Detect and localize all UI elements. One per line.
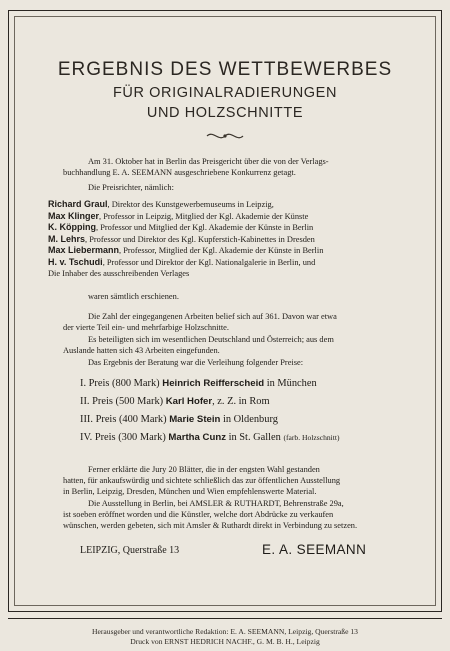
judge-desc: , Direktor des Kunstgewerbemuseums in Leipzig,: [107, 200, 274, 209]
prize-label: IV. Preis (300 Mark): [80, 432, 166, 443]
prize-label: II. Preis (500 Mark): [80, 396, 164, 407]
judge-desc: , Professor und Mitglied der Kgl. Akademie der Künste in Berlin: [96, 223, 314, 232]
closing-line-6: wünschen, werden gebeten, sich mit Amsler & Ruthardt direkt in Verbindung zu setzen.: [63, 521, 358, 530]
judge-name: H. v. Tschudi: [48, 256, 103, 267]
judges-tail: Die Inhaber des ausschreibenden Verlages: [48, 269, 190, 278]
prize-place: , z. Z. in Rom: [212, 396, 270, 407]
publisher-address: LEIPZIG, Querstraße 13: [80, 545, 180, 556]
prize-winner: Marie Stein: [169, 414, 221, 425]
closing-line-1: Ferner erklärte die Jury 20 Blätter, die in der engsten Wahl gestanden: [88, 465, 320, 474]
publisher-signature: E. A. SEEMANN: [262, 542, 367, 557]
prize-winner: Heinrich Reifferscheid: [162, 378, 265, 389]
closing-line-3: in Berlin, Leipzig, Dresden, München und Wien empfehlenswerte Material.: [63, 487, 317, 496]
judge-name: Max Klinger: [48, 210, 100, 221]
prize-place: in München: [266, 378, 317, 389]
prize-note: (farb. Holzschnitt): [283, 433, 340, 442]
judge-name: K. Köpping: [48, 222, 96, 232]
closing-line-2: hatten, für ankaufswürdig und sichtete schließlich das zur öffentlichen Ausstellung: [63, 476, 341, 485]
judge-1: [48, 199, 274, 210]
footer-line-2: Druck von ERNST HEDRICH NACHF., G. M. B. H., Leipzig: [130, 637, 320, 646]
all-present-line: waren sämtlich erschienen.: [88, 292, 179, 301]
prize-1: [80, 377, 317, 390]
closing-line-5: ist soeben eröffnet worden und die Künstler, welche dort Abdrücke zu verkaufen: [63, 510, 334, 519]
page-subtitle-2: UND HOLZSCHNITTE: [146, 105, 304, 121]
judge-desc: , Professor und Direktor des Kgl. Kupferstich-Kabinettes in Dresden: [85, 234, 315, 244]
page-subtitle-1: FÜR ORIGINALRADIERUNGEN: [112, 85, 338, 101]
prize-winner: Martha Cunz: [168, 432, 226, 443]
prize-4: [80, 431, 340, 444]
flourish-ornament-icon: [205, 129, 245, 143]
prize-winner: Karl Hofer: [165, 396, 213, 407]
result-lead: Das Ergebnis der Beratung war die Verleihung folgender Preise:: [88, 358, 304, 367]
judge-desc: , Professor und Direktor der Kgl. Nationalgalerie in Berlin, und: [102, 257, 316, 267]
judge-name: Richard Graul: [48, 199, 108, 209]
prize-3: [80, 413, 278, 426]
judge-desc: , Professor, Mitglied der Kgl. Akademie der Künste in Berlin: [119, 246, 324, 255]
prize-label: I. Preis (800 Mark): [80, 378, 160, 389]
judge-desc: , Professor in Leipzig, Mitglied der Kgl. Akademie der Künste: [99, 211, 309, 221]
prize-2: [80, 395, 270, 408]
prize-label: III. Preis (400 Mark): [80, 414, 167, 425]
count-line-2: der vierte Teil ein- und mehrfarbige Holzschnitte.: [63, 323, 229, 332]
intro-line-2: buchhandlung E. A. SEEMANN ausgeschriebene Konkurrenz getagt.: [63, 168, 296, 177]
judge-5: [48, 245, 323, 256]
prize-place: in Oldenburg: [222, 414, 278, 425]
judge-6: [48, 257, 315, 268]
closing-line-4: Die Ausstellung in Berlin, bei AMSLER & RUTHARDT, Behrenstraße 29a,: [88, 499, 344, 508]
judge-name: Max Liebermann: [48, 245, 120, 255]
count-line-1: Die Zahl der eingegangenen Arbeiten belief sich auf 361. Davon war etwa: [88, 312, 337, 321]
footer-line-1: Herausgeber und verantwortliche Redaktion: E. A. SEEMANN, Leipzig, Querstraße 13: [92, 627, 358, 636]
judge-4: [48, 234, 315, 245]
judge-2: [48, 211, 308, 222]
intro-line-1: Am 31. Oktober hat in Berlin das Preisgericht über die von der Verlags-: [88, 157, 329, 166]
judge-name: M. Lehrs: [48, 233, 86, 244]
judge-3: [48, 222, 313, 233]
countries-line-1: Es beteiligten sich im wesentlichen Deutschland und Österreich; aus dem: [88, 335, 334, 344]
countries-line-2: Auslande hatten sich 43 Arbeiten eingefunden.: [63, 346, 220, 355]
footer-rule: [8, 618, 442, 619]
prize-place: in St. Gallen: [228, 432, 281, 443]
judges-lead: Die Preisrichter, nämlich:: [88, 183, 174, 192]
page-title: ERGEBNIS DES WETTBEWERBES: [57, 59, 393, 80]
